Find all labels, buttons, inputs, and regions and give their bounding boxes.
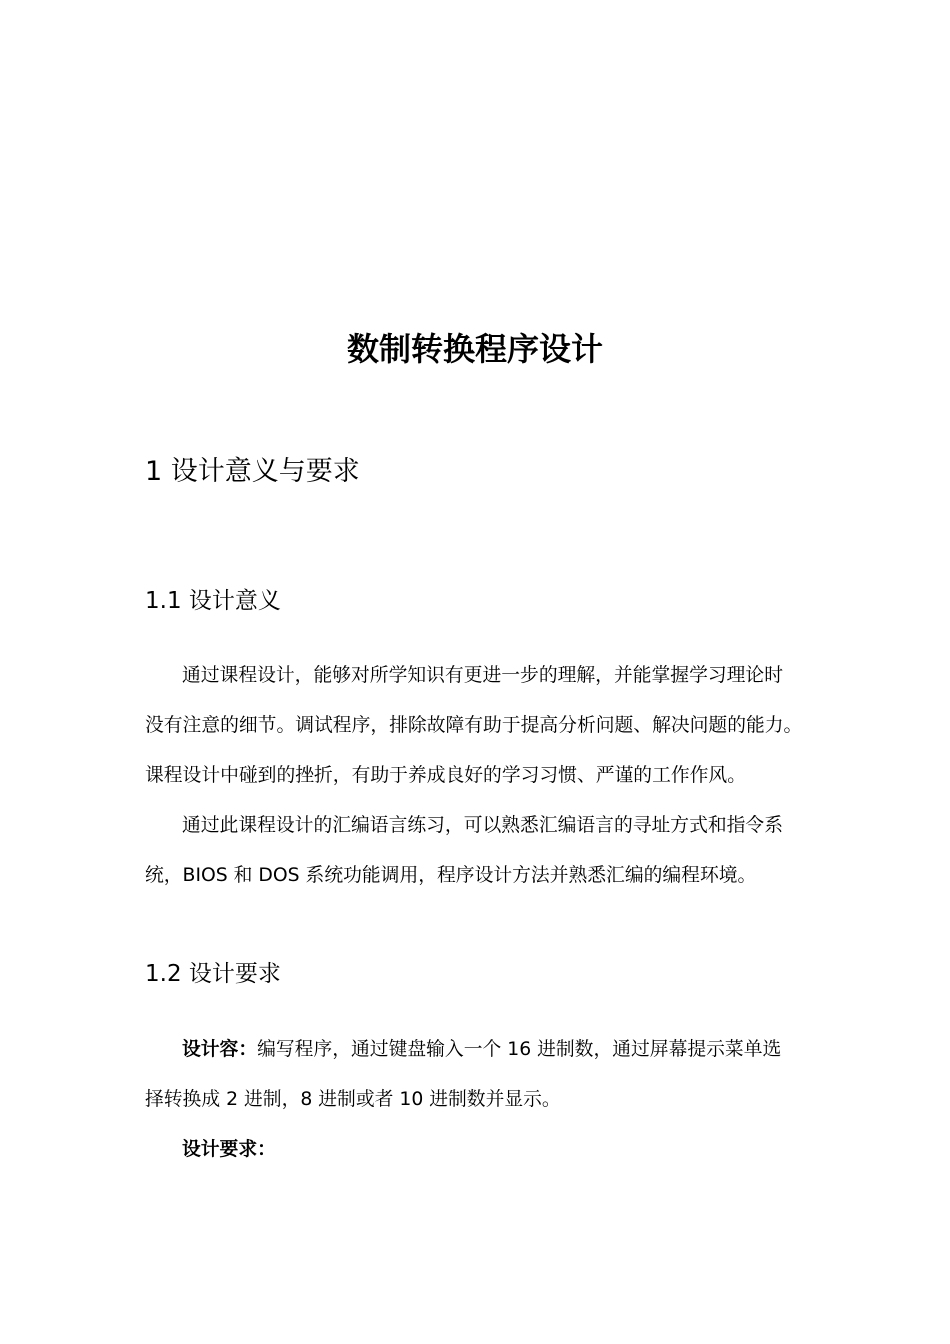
paragraph-line: 通过课程设计，能够对所学知识有更进一步的理解，并能掌握学习理论时: [182, 665, 783, 686]
subsection-heading: 1.1 设计意义: [145, 588, 281, 614]
design-content-line: [182, 1041, 781, 1060]
paragraph-line: 没有注意的细节。调试程序，排除故障有助于提高分析问题、解决问题的能力。: [145, 715, 803, 736]
paragraph-line: 择转换成 2 进制，8 进制或者 10 进制数并显示。: [145, 1089, 561, 1110]
design-requirements-label: [182, 1141, 276, 1160]
paragraph-line: 统，BIOS 和 DOS 系统功能调用，程序设计方法并熟悉汇编的编程环境。: [145, 865, 757, 886]
requirements-label: 设计要求：: [182, 1139, 276, 1160]
design-content-label: 设计容：: [182, 1039, 258, 1060]
document-title: 数制转换程序设计: [346, 330, 603, 368]
design-content-text: 编写程序，通过键盘输入一个 16 进制数，通过屏幕提示菜单选: [257, 1039, 782, 1060]
paragraph-line: 课程设计中碰到的挫折，有助于养成良好的学习习惯、严谨的工作作风。: [145, 765, 746, 786]
paragraph-line: 通过此课程设计的汇编语言练习，可以熟悉汇编语言的寻址方式和指令系: [182, 815, 783, 836]
section-heading: 1 设计意义与要求: [145, 456, 360, 487]
subsection-heading: 1.2 设计要求: [145, 961, 281, 987]
